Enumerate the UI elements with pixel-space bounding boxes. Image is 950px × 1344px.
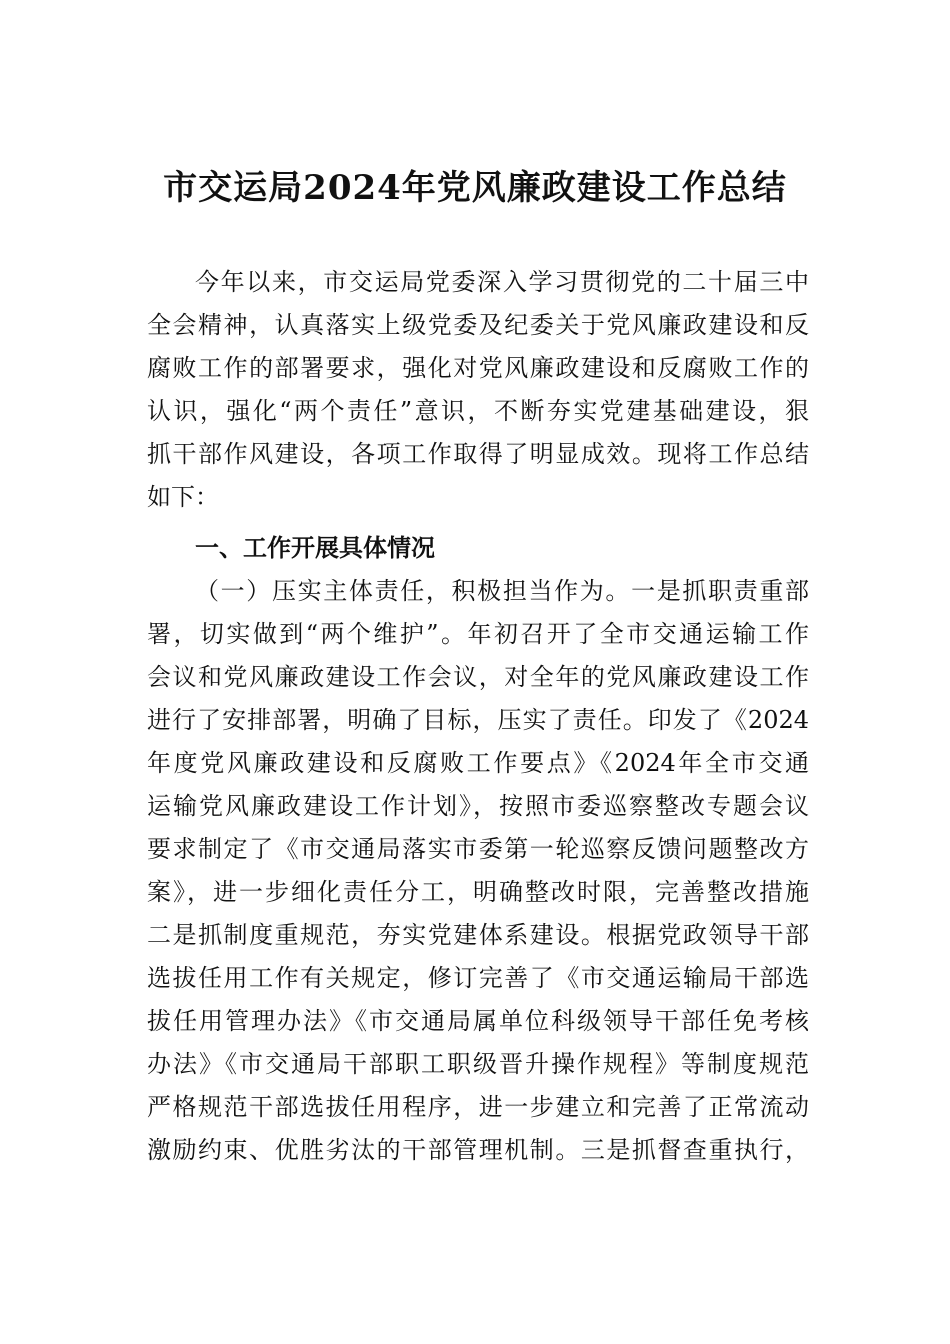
body-line: 署，切实做到“两个维护”。年初召开了全市交通运输工作 <box>147 620 809 648</box>
body-line: 二是抓制度重规范，夯实党建体系建设。根据党政领导干部 <box>147 921 809 949</box>
document-title: 市交运局2024年党风廉政建设工作总结 <box>163 168 787 208</box>
body-line: 会议和党风廉政建设工作会议，对全年的党风廉政建设工作 <box>147 663 809 691</box>
intro-line: 全会精神，认真落实上级党委及纪委关于党风廉政建设和反 <box>147 311 809 339</box>
body-line: 办法》《市交通局干部职工职级晋升操作规程》等制度规范 <box>147 1050 809 1078</box>
intro-line: 如下： <box>147 483 219 511</box>
body-line: 进行了安排部署，明确了目标，压实了责任。印发了《2024 <box>147 706 809 734</box>
body-line: 拔任用管理办法》《市交通局属单位科级领导干部任免考核 <box>147 1007 809 1035</box>
intro-line: 腐败工作的部署要求，强化对党风廉政建设和反腐败工作的 <box>147 354 809 382</box>
body-line: 严格规范干部选拔任用程序，进一步建立和完善了正常流动 <box>147 1093 809 1121</box>
intro-line: 抓干部作风建设，各项工作取得了明显成效。现将工作总结 <box>147 440 809 468</box>
body-line: 要求制定了《市交通局落实市委第一轮巡察反馈问题整改方 <box>147 835 809 863</box>
intro-line: 今年以来，市交运局党委深入学习贯彻党的二十届三中 <box>195 268 809 296</box>
intro-line: 认识，强化“两个责任”意识，不断夯实党建基础建设，狠 <box>147 397 809 425</box>
body-line: 年度党风廉政建设和反腐败工作要点》《2024年全市交通 <box>147 749 809 777</box>
body-line: 运输党风廉政建设工作计划》，按照市委巡察整改专题会议 <box>147 792 809 820</box>
body-line: 案》，进一步细化责任分工，明确整改时限，完善整改措施 <box>147 878 809 906</box>
section-heading: 一、工作开展具体情况 <box>195 534 435 562</box>
body-line: 激励约束、优胜劣汰的干部管理机制。三是抓督查重执行， <box>147 1136 809 1164</box>
body-line: 选拔任用工作有关规定，修订完善了《市交通运输局干部选 <box>147 964 809 992</box>
body-line: （一）压实主体责任，积极担当作为。一是抓职责重部 <box>195 577 809 605</box>
